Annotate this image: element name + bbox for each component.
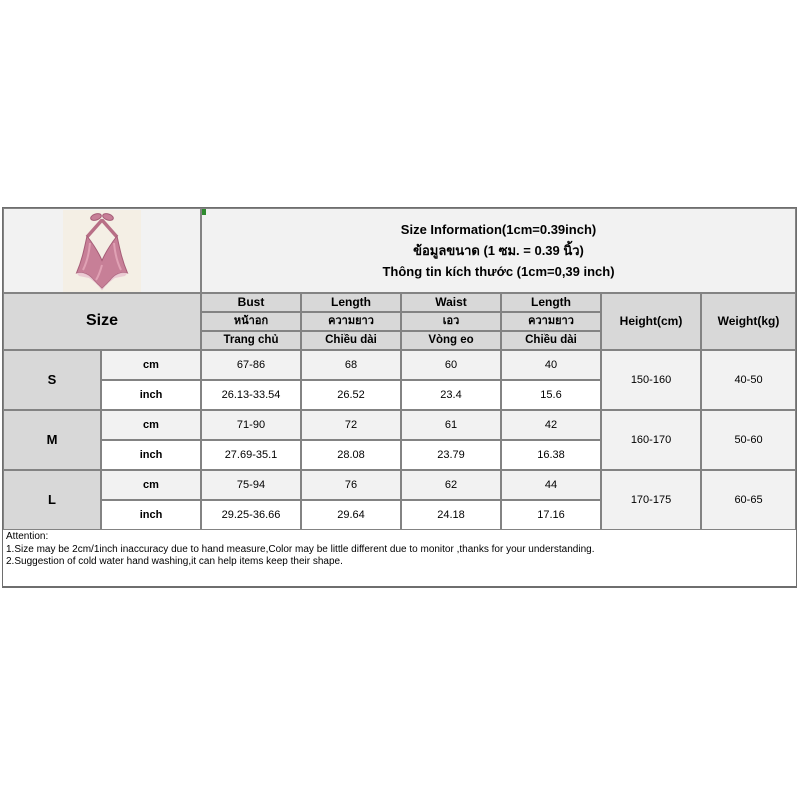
col-header-waist-th: เอว (401, 312, 501, 331)
cell-s-cm-length1: 68 (301, 350, 401, 380)
height-column-header: Height(cm) (601, 293, 701, 350)
cell-l-cm-bust: 75-94 (201, 470, 301, 500)
cell-s-inch-bust: 26.13-33.54 (201, 380, 301, 410)
attention-note-1: 1.Size may be 2cm/1inch inaccuracy due to hand measure,Color may be little different due to monitor ,thanks for your understanding. (6, 543, 595, 555)
weight-column-header: Weight(kg) (701, 293, 796, 350)
product-photo (63, 210, 141, 292)
attention-heading: Attention: (6, 531, 49, 542)
cell-m-cm-length1: 72 (301, 410, 401, 440)
cell-l-inch-waist: 24.18 (401, 500, 501, 530)
col-header-waist-vi: Vòng eo (401, 331, 501, 350)
col-header-length1-th: ความยาว (301, 312, 401, 331)
size-corner-header: Size (3, 293, 201, 350)
cell-l-inch-length2: 17.16 (501, 500, 601, 530)
attention-note-2: 2.Suggestion of cold water hand washing,it can help items keep their shape. (6, 556, 343, 567)
row-s-size-label: S (3, 350, 101, 410)
cell-l-height: 170-175 (601, 470, 701, 530)
green-corner-marker-icon (202, 209, 206, 215)
row-m-unit-inch: inch (101, 440, 201, 470)
row-s-unit-inch: inch (101, 380, 201, 410)
row-m-size-label: M (3, 410, 101, 470)
cell-s-cm-bust: 67-86 (201, 350, 301, 380)
col-header-length1-vi: Chiều dài (301, 331, 401, 350)
cell-m-inch-length2: 16.38 (501, 440, 601, 470)
cell-l-weight: 60-65 (701, 470, 796, 530)
cell-m-height: 160-170 (601, 410, 701, 470)
product-photo-cell (3, 208, 201, 293)
cell-m-inch-waist: 23.79 (401, 440, 501, 470)
cell-s-inch-length2: 15.6 (501, 380, 601, 410)
cell-s-weight: 40-50 (701, 350, 796, 410)
row-m-unit-cm: cm (101, 410, 201, 440)
cell-m-weight: 50-60 (701, 410, 796, 470)
cell-s-height: 150-160 (601, 350, 701, 410)
cell-m-inch-length1: 28.08 (301, 440, 401, 470)
col-header-length2-vi: Chiều dài (501, 331, 601, 350)
col-header-bust-th: หน้าอก (201, 312, 301, 331)
title-line-en: Size Information(1cm=0.39inch) (400, 222, 597, 237)
attention-note-block (3, 530, 796, 586)
size-info-title-cell (201, 208, 796, 293)
col-header-length1-en: Length (301, 293, 401, 312)
col-header-length2-th: ความยาว (501, 312, 601, 331)
cell-l-cm-waist: 62 (401, 470, 501, 500)
title-line-vi: Thông tin kích thước (1cm=0,39 inch) (382, 264, 615, 279)
row-s-unit-cm: cm (101, 350, 201, 380)
cell-s-cm-waist: 60 (401, 350, 501, 380)
cell-l-inch-length1: 29.64 (301, 500, 401, 530)
col-header-bust-en: Bust (201, 293, 301, 312)
row-l-unit-inch: inch (101, 500, 201, 530)
size-chart-table (3, 208, 796, 530)
cell-m-cm-length2: 42 (501, 410, 601, 440)
cell-m-inch-bust: 27.69-35.1 (201, 440, 301, 470)
cell-s-inch-waist: 23.4 (401, 380, 501, 410)
row-l-size-label: L (3, 470, 101, 530)
title-line-th: ข้อมูลขนาด (1 ซม. = 0.39 นิ้ว) (413, 243, 584, 258)
row-l-unit-cm: cm (101, 470, 201, 500)
cell-l-cm-length2: 44 (501, 470, 601, 500)
col-header-bust-vi: Trang chủ (201, 331, 301, 350)
cell-m-cm-waist: 61 (401, 410, 501, 440)
cell-l-cm-length1: 76 (301, 470, 401, 500)
cell-s-cm-length2: 40 (501, 350, 601, 380)
size-chart-sheet (2, 207, 797, 588)
cell-l-inch-bust: 29.25-36.66 (201, 500, 301, 530)
cell-s-inch-length1: 26.52 (301, 380, 401, 410)
col-header-waist-en: Waist (401, 293, 501, 312)
col-header-length2-en: Length (501, 293, 601, 312)
cell-m-cm-bust: 71-90 (201, 410, 301, 440)
